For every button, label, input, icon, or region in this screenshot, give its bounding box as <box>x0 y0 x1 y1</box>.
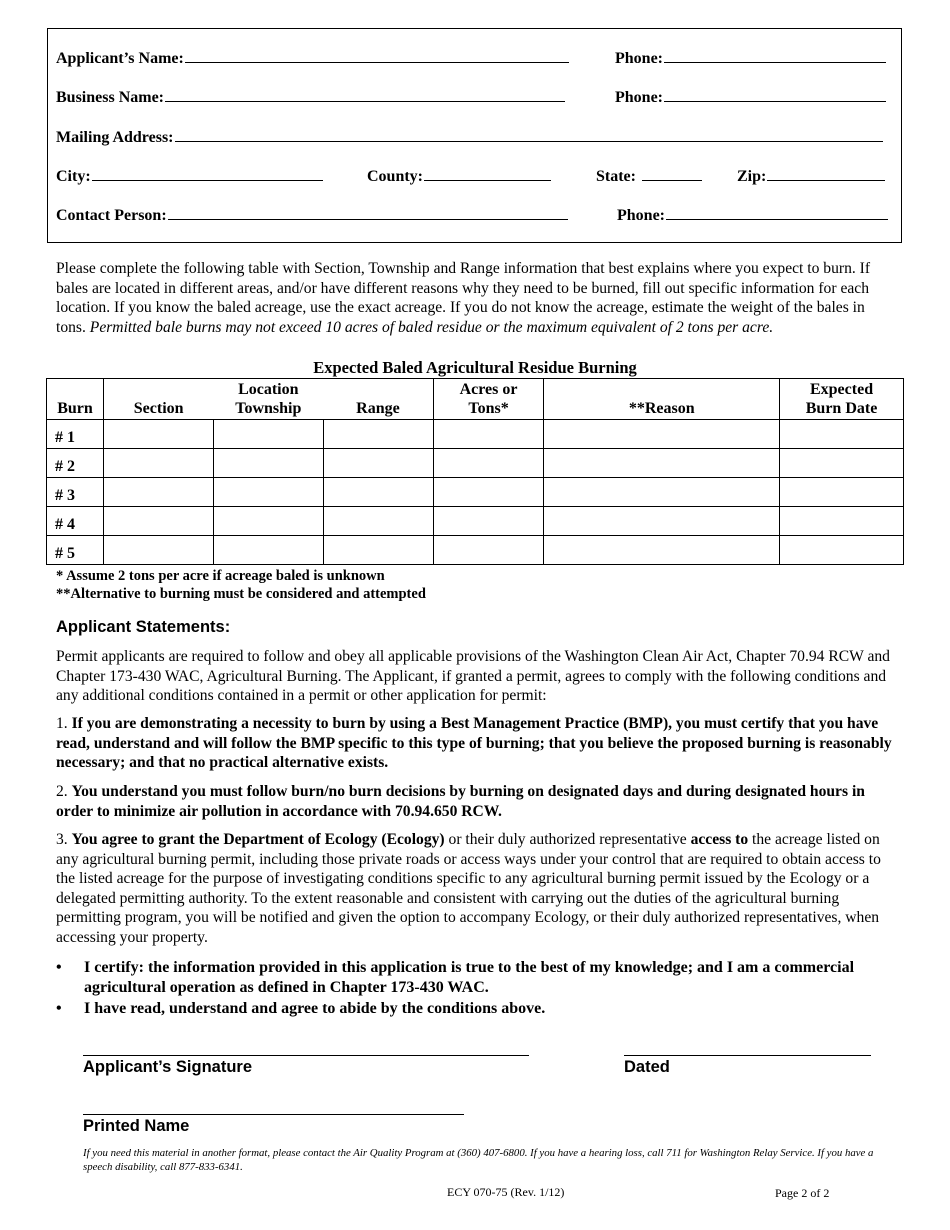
applicant-name-field[interactable] <box>185 48 569 63</box>
county-row <box>367 166 551 186</box>
state-row <box>596 166 702 186</box>
row-label: # 1 <box>47 420 104 449</box>
business-name-row <box>56 87 565 107</box>
statement-1-number: 1. <box>56 715 72 732</box>
list-item <box>56 958 898 998</box>
township-cell[interactable] <box>213 449 323 478</box>
zip-label: Zip: <box>737 168 767 185</box>
acres-cell[interactable] <box>433 536 544 565</box>
intro-text: Please complete the following table with Section, Township and Range information that best explains where you expect to burn. If bales are located in different areas, and/or have different reasons why they need to be burned, fill out specific information for each location. If you know the baled acreage, use the exact acreage. If you do not know the acreage, estimate the weight of the bales in tons. <box>56 260 871 336</box>
statement-3-bold-b: access to <box>690 831 749 848</box>
contact-person-field[interactable] <box>168 205 568 220</box>
statement-3-text-b: the acreage listed on any agricultural burning permit, including those private roads or access ways under your control that are required to obtain access to the listed acreage for the purpose of investigating conditions specific to any agricultural burning permit issued by the Ecology or a delegated permitting authority. To the extent reasonable and consistent with carrying out the duties of the agricultural burning permitting program, you will be notified and given the option to accompany Ecology, or their duly authorized representatives, when accessing your property. <box>56 831 881 946</box>
header-acres: Acres or Tons* <box>433 379 544 420</box>
section-cell[interactable] <box>103 507 213 536</box>
dated-line[interactable] <box>624 1055 871 1056</box>
date-cell[interactable] <box>780 449 904 478</box>
header-reason: **Reason <box>544 379 780 420</box>
footnote-reason: **Alternative to burning must be considered and attempted <box>56 586 426 602</box>
reason-cell[interactable] <box>544 536 780 565</box>
acres-cell[interactable] <box>433 420 544 449</box>
bullet-icon: • <box>56 1000 62 1017</box>
date-cell[interactable] <box>780 420 904 449</box>
table-row <box>47 507 904 536</box>
date-cell[interactable] <box>780 478 904 507</box>
printed-name-label: Printed Name <box>83 1117 190 1135</box>
business-name-label: Business Name: <box>56 89 165 106</box>
header-location: Location <box>238 381 299 398</box>
statement-3-bold-a: You agree to grant the Department of Ecology (Ecology) <box>71 831 445 848</box>
statement-2-number: 2. <box>56 783 72 800</box>
zip-field[interactable] <box>767 166 885 181</box>
header-section: Section <box>103 379 213 420</box>
page-number: Page 2 of 2 <box>775 1186 830 1200</box>
business-name-field[interactable] <box>165 87 565 102</box>
row-label: # 3 <box>47 478 104 507</box>
statement-2 <box>56 782 898 821</box>
contact-person-label: Contact Person: <box>56 207 167 224</box>
section-cell[interactable] <box>103 536 213 565</box>
row-label: # 5 <box>47 536 104 565</box>
table-title: Expected Baled Agricultural Residue Burning <box>313 358 637 377</box>
applicant-signature-label: Applicant’s Signature <box>83 1058 252 1076</box>
township-cell[interactable] <box>213 507 323 536</box>
section-cell[interactable] <box>103 420 213 449</box>
header-township: Location Township <box>213 379 323 420</box>
dated-label: Dated <box>624 1058 670 1076</box>
list-item <box>56 999 898 1019</box>
statements-heading: Applicant Statements: <box>56 618 231 636</box>
contact-info-box <box>47 28 902 243</box>
county-label: County: <box>367 168 424 185</box>
range-cell[interactable] <box>323 420 433 449</box>
date-cell[interactable] <box>780 507 904 536</box>
reason-cell[interactable] <box>544 420 780 449</box>
row-label: # 2 <box>47 449 104 478</box>
contact-person-row <box>56 205 568 225</box>
bullet-icon: • <box>56 959 62 976</box>
acres-cell[interactable] <box>433 449 544 478</box>
township-cell[interactable] <box>213 478 323 507</box>
applicant-name-label: Applicant’s Name: <box>56 50 184 67</box>
intro-paragraph <box>56 259 898 337</box>
phone-field-1[interactable] <box>664 48 886 63</box>
footnote-tons: * Assume 2 tons per acre if acreage baled is unknown <box>56 568 385 584</box>
city-row <box>56 166 323 186</box>
header-date: Expected Burn Date <box>780 379 904 420</box>
statement-3-text-a: or their duly authorized representative <box>444 831 691 848</box>
phone-label: Phone: <box>615 50 663 67</box>
city-field[interactable] <box>92 166 323 181</box>
county-field[interactable] <box>424 166 551 181</box>
statement-3 <box>56 830 898 948</box>
burn-table <box>46 378 904 565</box>
township-cell[interactable] <box>213 420 323 449</box>
mailing-address-row <box>56 127 883 147</box>
table-row <box>47 449 904 478</box>
city-label: City: <box>56 168 91 185</box>
table-row <box>47 478 904 507</box>
form-number: ECY 070-75 (Rev. 1/12) <box>447 1185 565 1199</box>
header-burn: Burn <box>47 379 104 420</box>
row-label: # 4 <box>47 507 104 536</box>
phone-row-1 <box>615 48 886 68</box>
zip-row <box>737 166 885 186</box>
phone-label: Phone: <box>615 89 663 106</box>
printed-name-line[interactable] <box>83 1114 464 1115</box>
phone-row-2 <box>615 87 886 107</box>
reason-cell[interactable] <box>544 449 780 478</box>
mailing-address-label: Mailing Address: <box>56 129 174 146</box>
section-cell[interactable] <box>103 478 213 507</box>
table-row <box>47 420 904 449</box>
state-field[interactable] <box>642 166 702 181</box>
accessibility-notice: If you need this material in another format, please contact the Air Quality Program at (360) 407-6800. If you have a hearing loss, call 711 for Washington Relay Service. If you have a speech disability, call 877-833-6341. <box>83 1147 874 1173</box>
applicant-signature-line[interactable] <box>83 1055 529 1056</box>
statement-3-number: 3. <box>56 831 72 848</box>
intro-italic: Permitted bale burns may not exceed 10 acres of baled residue or the maximum equivalent of 2 tons per acre. <box>89 318 774 336</box>
statements-intro: Permit applicants are required to follow and obey all applicable provisions of the Washington Clean Air Act, Chapter 70.94 RCW and Chapter 173-430 WAC, Agricultural Burning. The Applicant, if granted a permit, agrees to comply with the following conditions and any additional conditions contained in a permit or other application for permit: <box>56 648 890 705</box>
statement-1-text: If you are demonstrating a necessity to burn by using a Best Management Practice (BMP), you must certify that you have read, understand and will follow the BMP specific to this type of burning; that you believe the proposed burning is reasonably necessary; and that no practical alternative exists. <box>56 715 892 772</box>
phone-row-3 <box>617 205 888 225</box>
certification-text: I have read, understand and agree to abide by the conditions above. <box>84 1000 546 1017</box>
township-cell[interactable] <box>213 536 323 565</box>
range-cell[interactable] <box>323 536 433 565</box>
range-cell[interactable] <box>323 507 433 536</box>
reason-cell[interactable] <box>544 478 780 507</box>
certification-list <box>56 958 898 1020</box>
certification-text: I certify: the information provided in this application is true to the best of my knowledge; and I am a commercial agricultural operation as defined in Chapter 173-430 WAC. <box>84 959 855 996</box>
statement-1 <box>56 714 898 773</box>
acres-cell[interactable] <box>433 507 544 536</box>
phone-label: Phone: <box>617 207 665 224</box>
state-label: State: <box>596 168 636 185</box>
section-cell[interactable] <box>103 449 213 478</box>
reason-cell[interactable] <box>544 507 780 536</box>
acres-cell[interactable] <box>433 478 544 507</box>
table-row <box>47 536 904 565</box>
phone-field-3[interactable] <box>666 205 888 220</box>
range-cell[interactable] <box>323 449 433 478</box>
mailing-address-field[interactable] <box>175 127 883 142</box>
range-cell[interactable] <box>323 478 433 507</box>
applicant-name-row <box>56 48 569 68</box>
statement-2-text: You understand you must follow burn/no burn decisions by burning on designated days and during designated hours in order to minimize air pollution in accordance with 70.94.650 RCW. <box>56 783 865 820</box>
phone-field-2[interactable] <box>664 87 886 102</box>
date-cell[interactable] <box>780 536 904 565</box>
header-range: Range <box>323 379 433 420</box>
